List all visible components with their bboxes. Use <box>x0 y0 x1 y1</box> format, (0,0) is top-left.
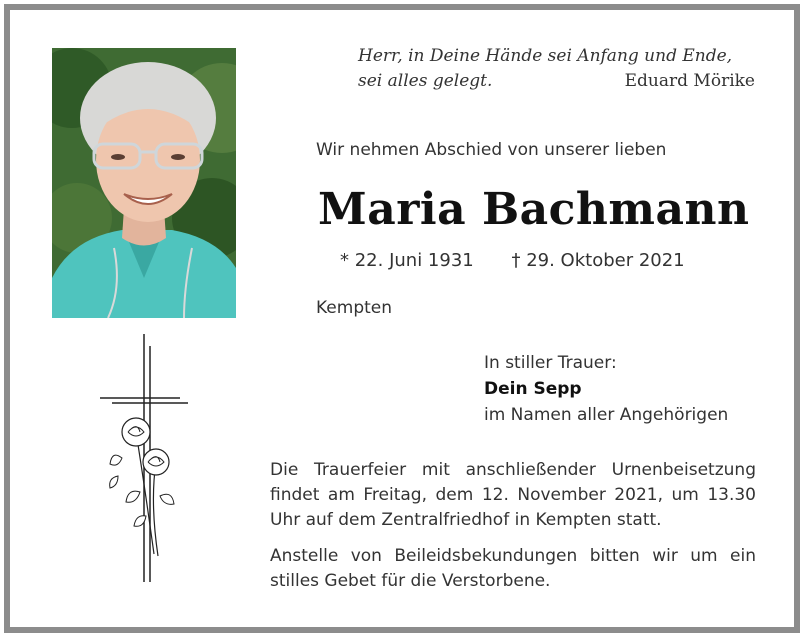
quote-block <box>358 44 755 94</box>
ceremony-info <box>270 458 756 605</box>
mourners-note: im Namen aller Angehörigen <box>484 405 729 425</box>
place-name: Kempten <box>316 298 393 318</box>
deceased-name: Maria Bachmann <box>318 184 750 235</box>
quote-author: Eduard Mörike <box>624 71 755 91</box>
intro-text: Wir nehmen Abschied von unserer lieben <box>316 140 667 160</box>
mourning-label: In stiller Trauer: <box>484 353 617 373</box>
mourner-name: Dein Sepp <box>484 379 582 399</box>
quote-line-1: Herr, in Deine Hände sei Anfang und Ende, <box>358 46 733 66</box>
condolence-paragraph: Anstelle von Beileidsbekundungen bitten wir um ein stilles Gebet für die Verstorbene. <box>270 546 756 591</box>
portrait-photo <box>52 48 236 318</box>
quote-line-2: sei alles gelegt. <box>358 71 493 91</box>
mourners-block <box>484 350 728 428</box>
birth-date: * 22. Juni 1931 <box>340 250 474 271</box>
death-date: † 29. Oktober 2021 <box>511 250 685 271</box>
life-dates <box>340 250 685 271</box>
ceremony-paragraph: Die Trauerfeier mit anschließender Urnenbeisetzung findet am Freitag, dem 12. November 2021, um 13.30 Uhr auf dem Zentralfriedhof in Kempten statt. <box>270 460 756 530</box>
cross-with-roses-icon <box>98 332 194 584</box>
